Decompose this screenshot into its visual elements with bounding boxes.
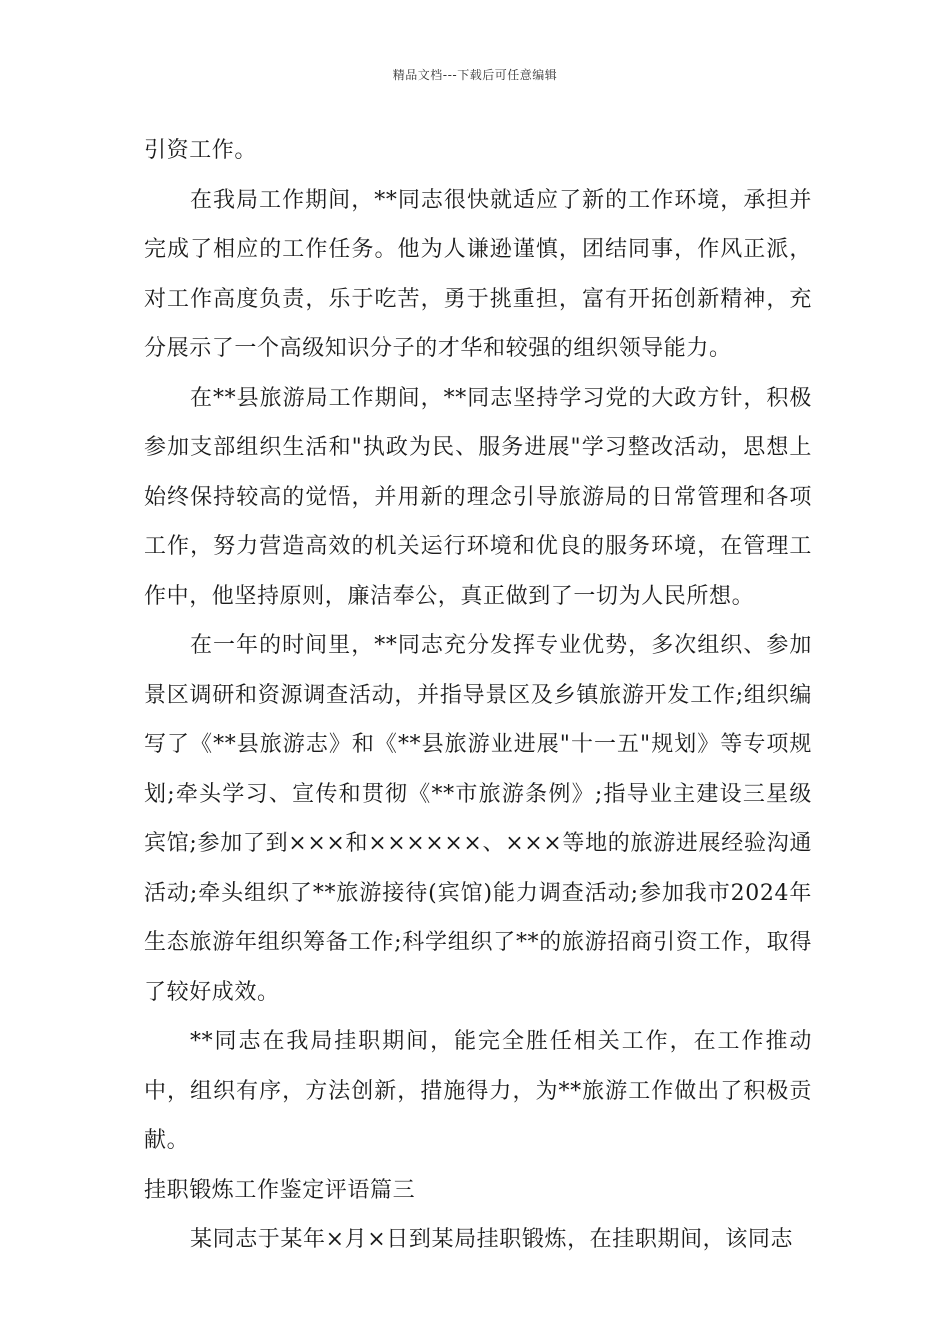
paragraph: 在我局工作期间，**同志很快就适应了新的工作环境，承担并完成了相应的工作任务。他为人谦逊谨慎，团结同事，作风正派，对工作高度负责，乐于吃苦，勇于挑重担，富有开拓创新精神，充分展示了一个高级知识分子的才华和较强的组织领导能力。 (144, 187, 812, 361)
document-body (144, 126, 812, 1265)
paragraph: **同志在我局挂职期间，能完全胜任相关工作，在工作推动中，组织有序，方法创新，措施得力，为**旅游工作做出了积极贡献。 (144, 1029, 812, 1153)
page-header: 精品文档---下载后可任意编辑 (392, 68, 558, 82)
section-heading: 挂职锻炼工作鉴定评语篇三 (144, 1177, 416, 1203)
paragraph-continuation: 引资工作。 (144, 138, 258, 163)
paragraph: 某同志于某年×月×日到某局挂职锻炼，在挂职期间，该同志 (190, 1227, 794, 1252)
paragraph: 在一年的时间里，**同志充分发挥专业优势，多次组织、参加景区调研和资源调查活动，并指导景区及乡镇旅游开发工作;组织编写了《**县旅游志》和《**县旅游业进展"十一五"规划》等专项规划;牵头学习、宣传和贯彻《**市旅游条例》;指导业主建设三星级宾馆;参加了到×××和××××××、×××等地的旅游进展经验沟通活动;牵头组织了**旅游接待(宾馆)能力调查活动;参加我市2024年生态旅游年组织筹备工作;科学组织了**的旅游招商引资工作，取得了较好成效。 (144, 633, 812, 1005)
paragraph: 在**县旅游局工作期间，**同志坚持学习党的大政方针，积极参加支部组织生活和"执政为民、服务进展"学习整改活动，思想上始终保持较高的觉悟，并用新的理念引导旅游局的日常管理和各项工作，努力营造高效的机关运行环境和优良的服务环境，在管理工作中，他坚持原则，廉洁奉公，真正做到了一切为人民所想。 (144, 385, 812, 609)
